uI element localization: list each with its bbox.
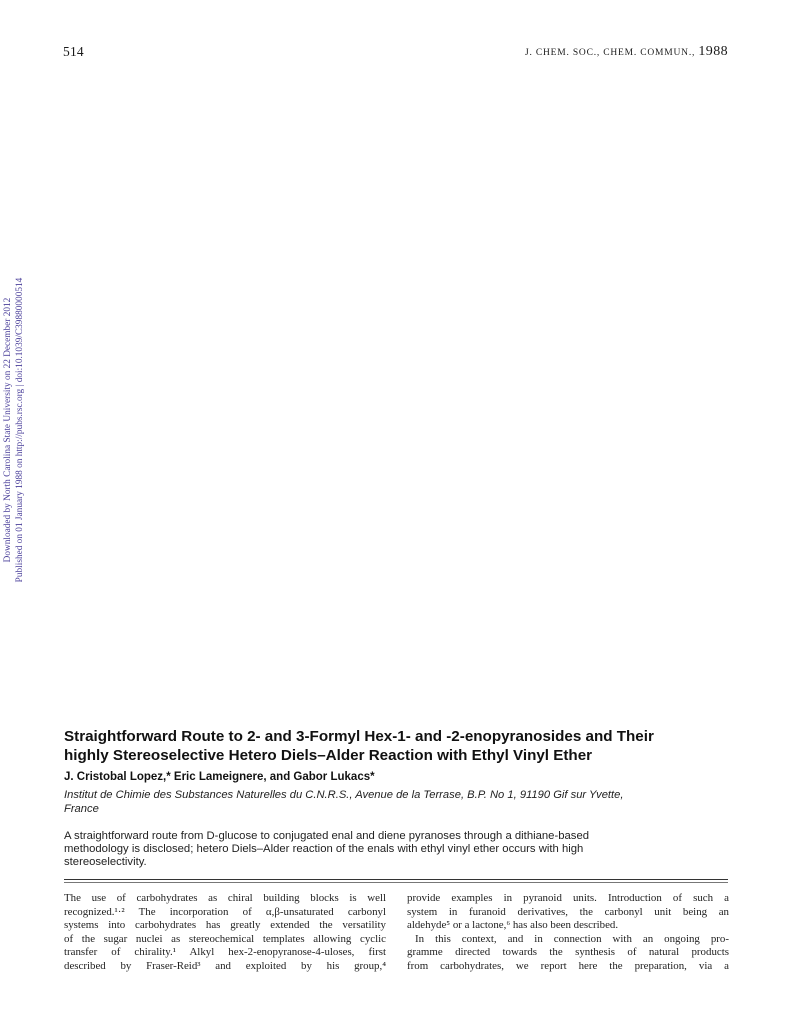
title-line-1: Straightforward Route to 2- and 3-Formyl Hex-1- and -2-enopyranosides and Their bbox=[64, 728, 654, 745]
body-line: from carbohydrates, we report here the preparation, via a bbox=[407, 959, 729, 972]
authors: J. Cristobal Lopez,* Eric Lameignere, and Gabor Lukacs* bbox=[64, 771, 375, 783]
article-title bbox=[64, 728, 744, 765]
body-line: recognized.¹·² The incorporation of α,β-unsaturated carbonyl bbox=[64, 905, 386, 918]
section-divider-thin bbox=[64, 882, 728, 883]
affiliation bbox=[64, 789, 754, 816]
download-watermark bbox=[2, 253, 30, 607]
affiliation-line-2: France bbox=[64, 802, 99, 815]
body-line: In this context, and in connection with an ongoing pro- bbox=[415, 932, 729, 945]
body-line: aldehyde⁵ or a lactone,⁶ has also been described. bbox=[407, 919, 619, 932]
title-line-2: highly Stereoselective Hetero Diels–Alder Reaction with Ethyl Vinyl Ether bbox=[64, 746, 593, 764]
body-line: of the sugar nuclei as stereochemical templates allowing cyclic bbox=[64, 932, 386, 945]
affiliation-line-1: Institut de Chimie des Substances Naturelles du C.N.R.S., Avenue de la Terrase, B.P. No 1, 91190 Gif sur Yvette, bbox=[64, 789, 624, 801]
body-line: system in furanoid derivatives, the carbonyl unit being an bbox=[407, 905, 729, 918]
body-line: described by Fraser-Reid³ and exploited by his group,⁴ bbox=[64, 959, 386, 972]
body-column-left bbox=[64, 892, 386, 974]
abstract-line-1: A straightforward route from D-glucose to conjugated enal and diene pyranoses through a dithiane-based bbox=[64, 830, 590, 842]
abstract bbox=[64, 830, 684, 870]
body-line: provide examples in pyranoid units. Introduction of such a bbox=[407, 892, 729, 904]
body-line: systems into carbohydrates has greatly extended the versatility bbox=[64, 919, 386, 932]
body-line: transfer of chirality.¹ Alkyl hex-2-enopyranose-4-uloses, first bbox=[64, 946, 386, 959]
body-line: gramme directed towards the synthesis of natural products bbox=[407, 946, 729, 959]
body-line: The use of carbohydrates as chiral building blocks is well bbox=[64, 892, 386, 904]
publication-notice[interactable]: Published on 01 January 1988 on http://pubs.rsc.org | doi:10.1039/C39880000514 bbox=[15, 277, 25, 583]
download-notice[interactable]: Downloaded by North Carolina State University on 22 December 2012 bbox=[3, 297, 13, 563]
body-column-right bbox=[407, 892, 729, 974]
section-divider bbox=[64, 879, 728, 880]
abstract-line-2: methodology is disclosed; hetero Diels–Alder reaction of the enals with ethyl vinyl ether occurs with high bbox=[64, 843, 584, 856]
abstract-line-3: stereoselectivity. bbox=[64, 856, 147, 869]
page-number: 514 bbox=[63, 44, 84, 59]
journal-year: 1988 bbox=[698, 44, 728, 59]
running-header bbox=[525, 44, 728, 60]
journal-name: J. CHEM. SOC., CHEM. COMMUN., bbox=[524, 48, 696, 58]
